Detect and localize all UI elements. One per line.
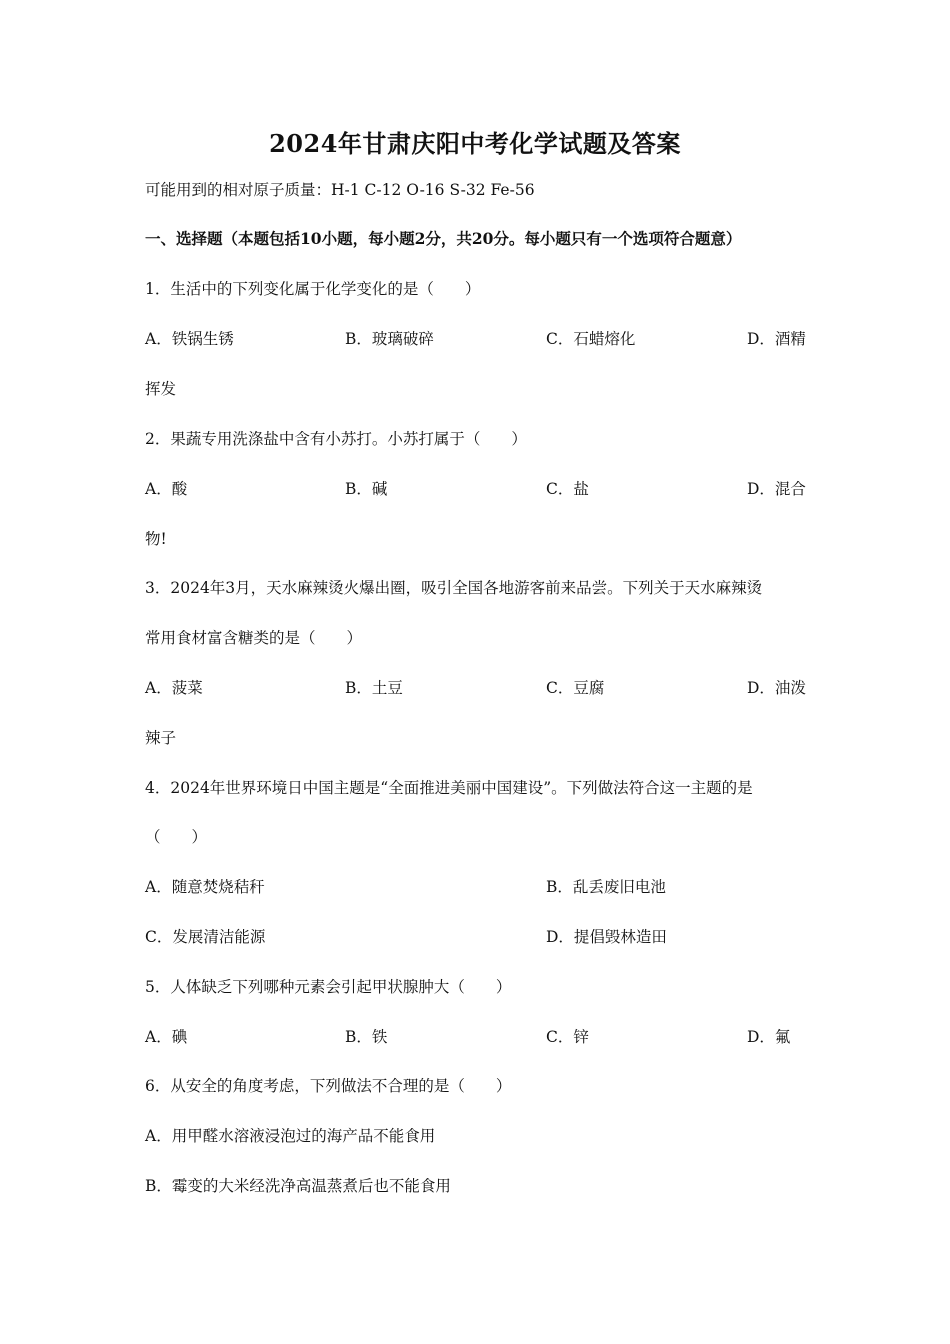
question-6-stem: 6．从安全的角度考虑，下列做法不合理的是（ ）	[145, 1077, 512, 1095]
q1-option-c: C．石蜡熔化	[546, 330, 636, 348]
q4-option-a: A．随意焚烧秸秆	[145, 878, 265, 896]
q6-option-b: B．霉变的大米经洗净高温蒸煮后也不能食用	[145, 1177, 451, 1195]
question-1-stem: 1．生活中的下列变化属于化学变化的是（ ）	[145, 280, 481, 298]
q4-option-c: C．发展清洁能源	[145, 928, 266, 946]
page-title: 2024年甘肃庆阳中考化学试题及答案	[269, 129, 681, 158]
q3-option-d: D．油泼	[747, 679, 806, 697]
q6-option-a: A．用甲醛水溶液浸泡过的海产品不能食用	[145, 1127, 436, 1145]
question-4-stem-line1: 4．2024年世界环境日中国主题是“全面推进美丽中国建设”。下列做法符合这一主题的是	[145, 779, 753, 797]
q5-option-a: A．碘	[145, 1028, 188, 1046]
q2-option-a: A．酸	[145, 480, 188, 498]
q2-option-d-wrap: 物!	[145, 530, 167, 548]
q2-option-c: C．盐	[546, 480, 589, 498]
question-3-stem-line1: 3．2024年3月，天水麻辣烫火爆出圈，吸引全国各地游客前来品尝。下列关于天水麻辣烫	[145, 579, 763, 597]
q1-option-a: A．铁锅生锈	[145, 330, 234, 348]
q4-option-b: B．乱丢废旧电池	[546, 878, 666, 896]
q2-option-b: B．碱	[345, 480, 388, 498]
q5-option-d: D．氟	[747, 1028, 791, 1046]
q3-option-a: A．菠菜	[145, 679, 203, 697]
q1-option-d-wrap: 挥发	[145, 380, 177, 398]
q3-option-c: C．豆腐	[546, 679, 605, 697]
q3-option-d-wrap: 辣子	[145, 729, 177, 747]
q5-option-b: B．铁	[345, 1028, 388, 1046]
question-2-stem: 2．果蔬专用洗涤盐中含有小苏打。小苏打属于（ ）	[145, 430, 527, 448]
question-4-stem-line2: （ ）	[145, 828, 208, 846]
atomic-masses-note: 可能用到的相对原子质量：H-1 C-12 O-16 S-32 Fe-56	[145, 181, 535, 199]
question-3-stem-line2: 常用食材富含糖类的是（ ）	[145, 629, 363, 647]
q5-option-c: C．锌	[546, 1028, 589, 1046]
q4-option-d: D．提倡毁林造田	[546, 928, 667, 946]
q1-option-b: B．玻璃破碎	[345, 330, 434, 348]
section-heading: 一、选择题（本题包括10小题，每小题2分，共20分。每小题只有一个选项符合题意）	[145, 229, 742, 248]
q3-option-b: B．土豆	[345, 679, 403, 697]
q2-option-d: D．混合	[747, 480, 806, 498]
q1-option-d: D．酒精	[747, 330, 806, 348]
question-5-stem: 5．人体缺乏下列哪种元素会引起甲状腺肿大（ ）	[145, 978, 512, 996]
